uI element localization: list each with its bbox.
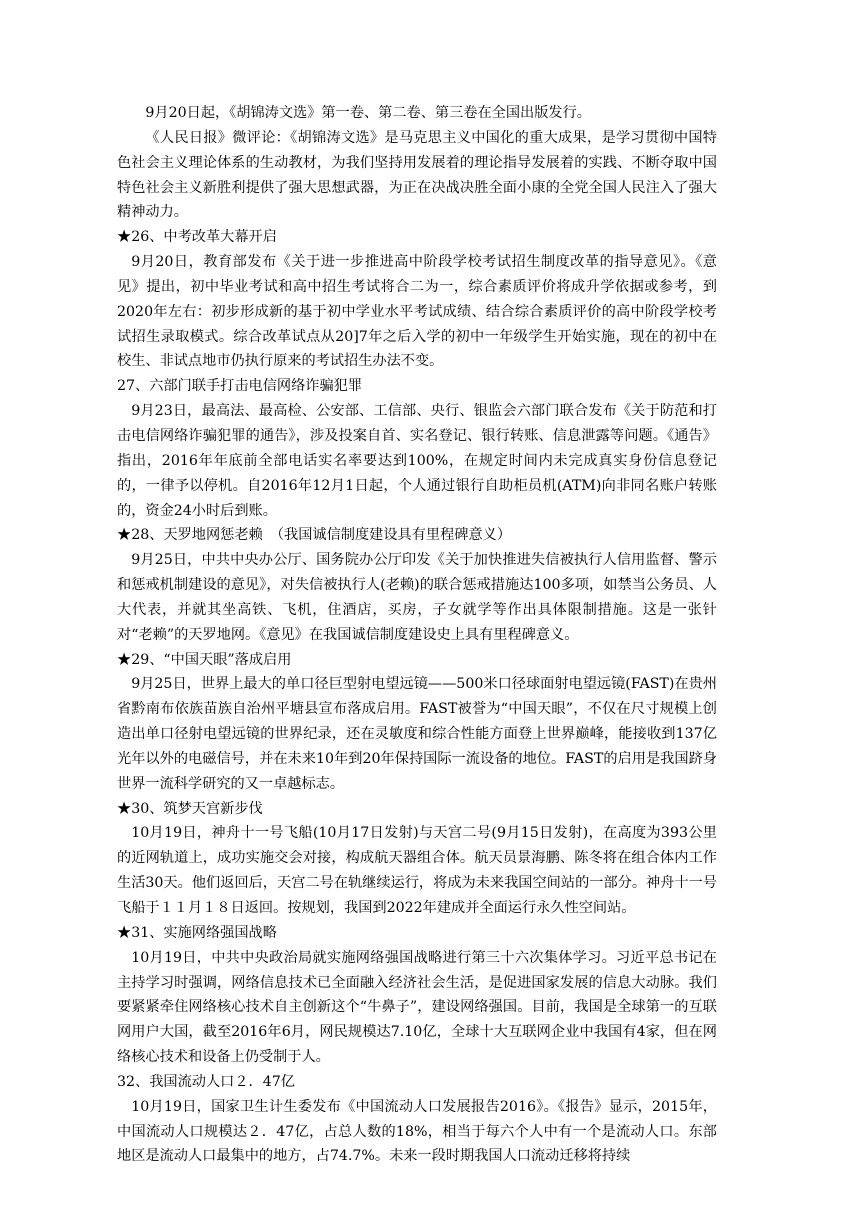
- paragraph: 9月20日，教育部发布《关于进一步推进高中阶段学校考试招生制度改革的指导意见》。《意见》提出，初中毕业考试和高中招生考试将合二为一，综合素质评价将成升学依据或参考，到2020年左右：初步形成新的基于初中学业水平考试成绩、结合综合素质评价的高中阶段学校考试招生录取模式。综合改革试点从20]7年之后入学的初中一年级学生开始实施，现在的初中在校生、非试点地市仍执行原来的考试招生办法不变。: [117, 254, 717, 370]
- paragraph: 《人民日报》微评论：《胡锦涛文选》是马克思主义中国化的重大成果，是学习贯彻中国特色社会主义理论体系的生动教材，为我们坚持用发展着的理论指导发展着的实践、不断夺取中国特色社会主义新胜利提供了强大思想武器，为正在决战决胜全面小康的全党全国人民注入了强大精神动力。: [117, 129, 717, 221]
- paragraph: 10月19日，中共中央政治局就实施网络强国战略进行第三十六次集体学习。习近平总书记在主持学习时强调，网络信息技术已全面融入经济社会生活，是促进国家发展的信息大动脉。我们要紧紧牵住网络核心技术自主创新这个“牛鼻子”，建设网络强国。目前，我国是全球第一的互联网用户大国，截至2016年6月，网民规模达7.10亿，全球十大互联网企业中我国有4家，但在网络核心技术和设备上仍受制于人。: [117, 949, 717, 1066]
- paragraph: 9月20日起，《胡锦涛文选》第一卷、第二卷、第三卷在全国出版发行。: [145, 105, 591, 121]
- paragraph: 9月25日，中共中央办公厅、国务院办公厅印发《关于加快推进失信被执行人信用监督、警示和惩戒机制建设的意见》，对失信被执行人(老赖)的联合惩戒措施达100多项，如禁当公务员、人大代表，并就其坐高铁、飞机，住酒店，买房，子女就学等作出具体限制措施。这是一张针对“老赖”的天罗地网。《意见》在我国诚信制度建设史上具有里程碑意义。: [117, 552, 717, 643]
- paragraph: 9月25日，世界上最大的单口径巨型射电望远镜——500米口径球面射电望远镜(FAST)在贵州省黔南布依族苗族自治州平塘县宣布落成启用。FAST被誉为“中国天眼”，不仅在尺寸规模上创造出单口径射电望远镜的世界纪录，还在灵敏度和综合性能方面登上世界巅峰，能接收到137亿光年以外的电磁信号，并在未来10年到20年保持国际一流设备的地位。FAST的启用是我国跻身世界一流科学研究的又一卓越标志。: [117, 676, 717, 792]
- paragraph: 10月19日，神舟十一号飞船(10月17日发射)与天宫二号(9月15日发射)，在高度为393公里的近网轨道上，成功实施交会对接，构成航天器组合体。航天员景海鹏、陈冬将在组合体内工作生活30天。他们返回后，天宫二号在轨继续运行，将成为未来我国空间站的一部分。神舟十一号飞船于１１月１８日返回。按规划，我国到2022年建成并全面运行永久性空间站。: [117, 825, 717, 916]
- section-heading: ★26、中考改革大幕开启: [117, 229, 277, 246]
- section-heading: 27、六部门联手打击电信网络诈骗犯罪: [117, 378, 363, 395]
- section-heading: ★28、天罗地网惩老赖 （我国诚信制度建设具有里程碑意义）: [117, 527, 512, 544]
- paragraph: 9月23日，最高法、最高检、公安部、工信部、央行、银监会六部门联合发布《关于防范和打击电信网络诈骗犯罪的通告》，涉及投案自首、实名登记、银行转账、信息泄露等问题。《通告》指出，2016年年底前全部电话实名率要达到100%，在规定时间内未完成真实身份信息登记的，一律予以停机。自2016年12月1日起，个人通过银行自助柜员机(ATM)向非同名账户转账的，资金24小时后到账。: [117, 403, 717, 519]
- section-heading: ★29、“中国天眼”落成启用: [117, 651, 292, 668]
- section-heading: 32、我国流动人口２．47亿: [117, 1073, 295, 1090]
- section-heading: ★31、实施网络强国战略: [117, 924, 277, 941]
- section-heading: ★30、筑梦天宫新步伐: [117, 800, 263, 817]
- document-body: [117, 101, 717, 1169]
- paragraph: 10月19日，国家卫生计生委发布《中国流动人口发展报告2016》。《报告》显示，2015年，中国流动人口规模达２．47亿，占总人数的18%，相当于每六个人中有一个是流动人口。东部地区是流动人口最集中的地方，占74.7%。未来一段时期我国人口流动迁移将持续: [117, 1098, 717, 1165]
